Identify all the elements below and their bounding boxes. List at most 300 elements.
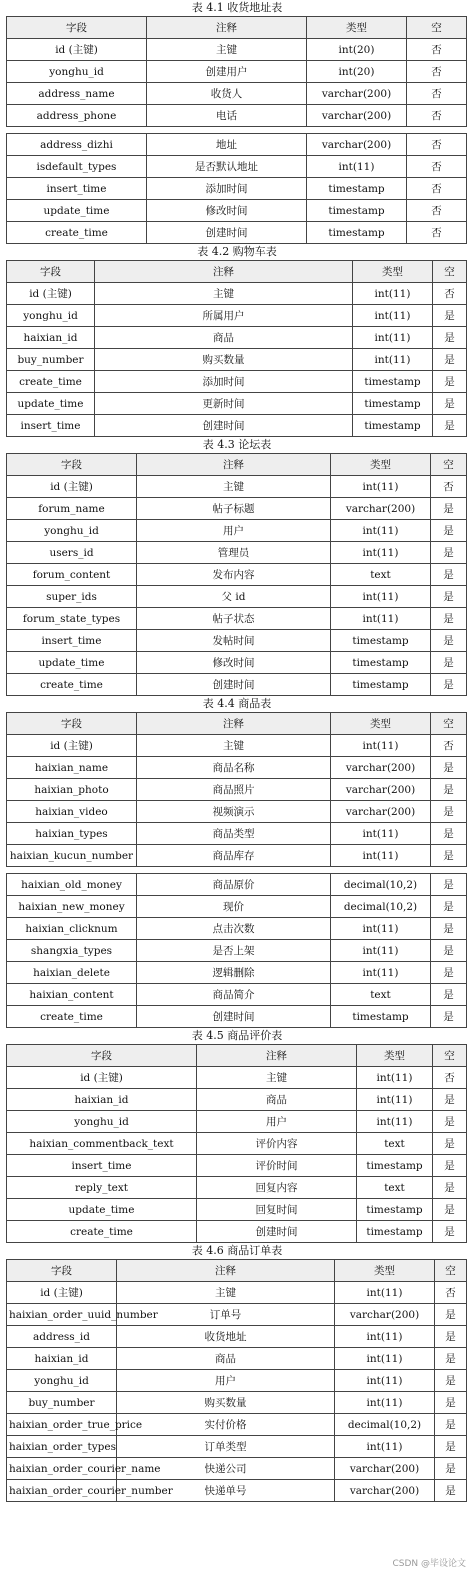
cell-type: int(11)	[331, 476, 431, 498]
cell-type: int(20)	[307, 61, 407, 83]
table-row	[7, 393, 467, 415]
table-row	[7, 1370, 467, 1392]
cell-comment: 主键	[197, 1067, 357, 1089]
cell-field: id (主键)	[7, 283, 95, 305]
cell-type: int(11)	[331, 823, 431, 845]
table-row	[7, 586, 467, 608]
cell-type: int(11)	[357, 1067, 433, 1089]
cell-type: decimal(10,2)	[335, 1414, 435, 1436]
cell-field: buy_number	[7, 1392, 117, 1414]
cell-type: int(11)	[335, 1370, 435, 1392]
cell-type: varchar(200)	[307, 134, 407, 156]
table-row	[7, 349, 467, 371]
cell-field: haixian_id	[7, 327, 95, 349]
table-row	[7, 1133, 467, 1155]
header-comment: 注释	[95, 261, 353, 283]
header-nullable: 空	[431, 713, 467, 735]
cell-type: int(11)	[331, 735, 431, 757]
cell-comment: 评价时间	[197, 1155, 357, 1177]
cell-comment: 视频演示	[137, 801, 331, 823]
cell-type: timestamp	[357, 1221, 433, 1243]
table-row	[7, 371, 467, 393]
table-row	[7, 1006, 467, 1028]
cell-field: address_name	[7, 83, 147, 105]
schema-table	[6, 16, 467, 127]
cell-type: int(11)	[331, 962, 431, 984]
cell-field: buy_number	[7, 349, 95, 371]
cell-comment: 所属用户	[95, 305, 353, 327]
table-row	[7, 564, 467, 586]
table-row	[7, 823, 467, 845]
cell-nullable: 否	[433, 283, 467, 305]
cell-comment: 现价	[137, 896, 331, 918]
cell-type: timestamp	[357, 1155, 433, 1177]
cell-nullable: 是	[431, 608, 467, 630]
cell-comment: 商品名称	[137, 757, 331, 779]
cell-type: int(11)	[331, 542, 431, 564]
cell-type: timestamp	[331, 652, 431, 674]
watermark: CSDN @毕设论文	[392, 1559, 466, 1569]
cell-nullable: 是	[435, 1304, 467, 1326]
cell-field: haixian_order_courier_number	[7, 1480, 117, 1502]
cell-comment: 父 id	[137, 586, 331, 608]
table-row	[7, 542, 467, 564]
cell-type: int(11)	[335, 1436, 435, 1458]
table-row	[7, 1458, 467, 1480]
cell-type: int(11)	[331, 608, 431, 630]
cell-field: haixian_commentback_text	[7, 1133, 197, 1155]
cell-type: int(11)	[353, 349, 433, 371]
cell-nullable: 是	[433, 1221, 467, 1243]
cell-nullable: 是	[431, 918, 467, 940]
cell-nullable: 是	[433, 1133, 467, 1155]
table-row	[7, 1326, 467, 1348]
cell-type: int(11)	[331, 918, 431, 940]
cell-comment: 创建时间	[137, 674, 331, 696]
header-field: 字段	[7, 17, 147, 39]
header-type: 类型	[331, 713, 431, 735]
cell-field: haixian_order_courier_name	[7, 1458, 117, 1480]
table-row	[7, 918, 467, 940]
table-row	[7, 874, 467, 896]
cell-field: users_id	[7, 542, 137, 564]
header-comment: 注释	[137, 713, 331, 735]
table-row	[7, 845, 467, 867]
cell-nullable: 是	[431, 940, 467, 962]
table-caption: 表 4.2 购物车表	[197, 245, 277, 258]
cell-type: timestamp	[331, 674, 431, 696]
table-row	[7, 222, 467, 244]
header-nullable: 空	[433, 1045, 467, 1067]
cell-type: int(11)	[353, 283, 433, 305]
cell-nullable: 是	[435, 1326, 467, 1348]
cell-type: int(11)	[331, 940, 431, 962]
table-row	[7, 200, 467, 222]
header-type: 类型	[307, 17, 407, 39]
cell-type: int(11)	[331, 586, 431, 608]
cell-nullable: 是	[433, 393, 467, 415]
cell-comment: 订单号	[117, 1304, 335, 1326]
cell-comment: 帖子标题	[137, 498, 331, 520]
header-nullable: 空	[435, 1260, 467, 1282]
header-comment: 注释	[137, 454, 331, 476]
cell-comment: 订单类型	[117, 1436, 335, 1458]
cell-field: create_time	[7, 371, 95, 393]
header-field: 字段	[7, 713, 137, 735]
cell-field: id (主键)	[7, 735, 137, 757]
cell-type: text	[357, 1133, 433, 1155]
schema-table	[6, 453, 467, 696]
cell-nullable: 是	[433, 1155, 467, 1177]
cell-nullable: 是	[431, 845, 467, 867]
table-row	[7, 156, 467, 178]
table-row	[7, 498, 467, 520]
header-nullable: 空	[433, 261, 467, 283]
cell-type: varchar(200)	[331, 779, 431, 801]
cell-field: haixian_order_true_price	[7, 1414, 117, 1436]
header-type: 类型	[331, 454, 431, 476]
cell-comment: 帖子状态	[137, 608, 331, 630]
table-row	[7, 1177, 467, 1199]
header-type: 类型	[353, 261, 433, 283]
cell-field: haixian_clicknum	[7, 918, 137, 940]
cell-type: int(11)	[331, 520, 431, 542]
cell-type: varchar(200)	[307, 105, 407, 127]
cell-field: yonghu_id	[7, 305, 95, 327]
cell-comment: 商品	[197, 1089, 357, 1111]
cell-field: isdefault_types	[7, 156, 147, 178]
cell-nullable: 否	[431, 735, 467, 757]
cell-type: text	[331, 984, 431, 1006]
cell-type: timestamp	[353, 415, 433, 437]
cell-field: haixian_photo	[7, 779, 137, 801]
cell-field: forum_name	[7, 498, 137, 520]
cell-nullable: 是	[431, 1006, 467, 1028]
cell-type: int(11)	[335, 1392, 435, 1414]
table-row	[7, 415, 467, 437]
cell-nullable: 是	[431, 801, 467, 823]
table-row	[7, 1111, 467, 1133]
cell-nullable: 是	[431, 586, 467, 608]
schema-table	[6, 260, 467, 437]
cell-type: int(11)	[331, 845, 431, 867]
table-row	[7, 305, 467, 327]
cell-nullable: 是	[435, 1392, 467, 1414]
schema-table	[6, 873, 467, 1028]
cell-field: insert_time	[7, 178, 147, 200]
table-caption: 表 4.1 收货地址表	[191, 1, 283, 14]
cell-field: id (主键)	[7, 476, 137, 498]
cell-field: yonghu_id	[7, 1111, 197, 1133]
table-row	[7, 940, 467, 962]
cell-nullable: 否	[431, 476, 467, 498]
cell-comment: 创建时间	[95, 415, 353, 437]
table-row	[7, 1348, 467, 1370]
cell-comment: 用户	[197, 1111, 357, 1133]
cell-field: create_time	[7, 1221, 197, 1243]
cell-comment: 主键	[95, 283, 353, 305]
table-row	[7, 476, 467, 498]
table-row	[7, 896, 467, 918]
cell-field: haixian_id	[7, 1348, 117, 1370]
table-row	[7, 134, 467, 156]
cell-type: int(11)	[307, 156, 407, 178]
cell-nullable: 是	[431, 652, 467, 674]
table-header-row	[7, 261, 467, 283]
cell-comment: 主键	[117, 1282, 335, 1304]
cell-type: varchar(200)	[331, 757, 431, 779]
table-row	[7, 178, 467, 200]
cell-nullable: 否	[407, 83, 467, 105]
cell-comment: 电话	[147, 105, 307, 127]
cell-field: yonghu_id	[7, 520, 137, 542]
table-header-row	[7, 713, 467, 735]
cell-comment: 创建用户	[147, 61, 307, 83]
cell-nullable: 是	[435, 1348, 467, 1370]
cell-nullable: 是	[431, 520, 467, 542]
cell-field: haixian_name	[7, 757, 137, 779]
cell-field: insert_time	[7, 630, 137, 652]
cell-comment: 主键	[137, 735, 331, 757]
cell-type: text	[357, 1177, 433, 1199]
table-caption: 表 4.3 论坛表	[202, 438, 272, 451]
cell-nullable: 是	[431, 674, 467, 696]
header-field: 字段	[7, 1045, 197, 1067]
cell-nullable: 否	[407, 178, 467, 200]
cell-field: insert_time	[7, 1155, 197, 1177]
cell-field: haixian_kucun_number	[7, 845, 137, 867]
cell-field: haixian_content	[7, 984, 137, 1006]
cell-nullable: 是	[433, 1111, 467, 1133]
cell-type: int(11)	[335, 1348, 435, 1370]
table-caption: 表 4.5 商品评价表	[191, 1029, 283, 1042]
cell-comment: 回复时间	[197, 1199, 357, 1221]
cell-comment: 收货人	[147, 83, 307, 105]
header-field: 字段	[7, 454, 137, 476]
cell-comment: 是否默认地址	[147, 156, 307, 178]
cell-comment: 商品	[95, 327, 353, 349]
cell-comment: 商品照片	[137, 779, 331, 801]
cell-nullable: 是	[433, 415, 467, 437]
table-header-row	[7, 1045, 467, 1067]
schema-table	[6, 133, 467, 244]
cell-comment: 管理员	[137, 542, 331, 564]
cell-field: haixian_order_uuid_number	[7, 1304, 117, 1326]
cell-nullable: 是	[435, 1458, 467, 1480]
cell-nullable: 是	[433, 1177, 467, 1199]
cell-comment: 用户	[117, 1370, 335, 1392]
cell-comment: 创建时间	[147, 222, 307, 244]
cell-field: id (主键)	[7, 1067, 197, 1089]
table-row	[7, 1414, 467, 1436]
cell-field: id (主键)	[7, 39, 147, 61]
cell-comment: 主键	[137, 476, 331, 498]
cell-nullable: 否	[407, 39, 467, 61]
table-row	[7, 608, 467, 630]
cell-type: int(11)	[353, 305, 433, 327]
cell-nullable: 是	[435, 1480, 467, 1502]
cell-nullable: 否	[407, 105, 467, 127]
cell-nullable: 是	[431, 779, 467, 801]
cell-type: timestamp	[331, 1006, 431, 1028]
cell-nullable: 否	[407, 156, 467, 178]
cell-type: varchar(200)	[335, 1480, 435, 1502]
cell-field: forum_content	[7, 564, 137, 586]
table-row	[7, 1155, 467, 1177]
cell-field: forum_state_types	[7, 608, 137, 630]
cell-type: int(11)	[335, 1326, 435, 1348]
header-type: 类型	[357, 1045, 433, 1067]
header-nullable: 空	[407, 17, 467, 39]
header-field: 字段	[7, 1260, 117, 1282]
table-row	[7, 962, 467, 984]
cell-type: varchar(200)	[307, 83, 407, 105]
table-row	[7, 105, 467, 127]
table-row	[7, 1282, 467, 1304]
cell-type: timestamp	[331, 630, 431, 652]
cell-comment: 用户	[137, 520, 331, 542]
cell-field: create_time	[7, 222, 147, 244]
cell-type: varchar(200)	[331, 498, 431, 520]
cell-nullable: 是	[431, 564, 467, 586]
cell-type: decimal(10,2)	[331, 896, 431, 918]
cell-field: create_time	[7, 1006, 137, 1028]
cell-comment: 评价内容	[197, 1133, 357, 1155]
table-row	[7, 1392, 467, 1414]
cell-field: haixian_id	[7, 1089, 197, 1111]
table-row	[7, 652, 467, 674]
cell-field: yonghu_id	[7, 1370, 117, 1392]
cell-type: int(20)	[307, 39, 407, 61]
cell-comment: 商品简介	[137, 984, 331, 1006]
cell-comment: 快递公司	[117, 1458, 335, 1480]
cell-nullable: 是	[431, 962, 467, 984]
table-row	[7, 674, 467, 696]
cell-comment: 添加时间	[95, 371, 353, 393]
table-row	[7, 520, 467, 542]
cell-field: yonghu_id	[7, 61, 147, 83]
table-row	[7, 1304, 467, 1326]
cell-nullable: 是	[435, 1414, 467, 1436]
cell-type: int(11)	[353, 327, 433, 349]
cell-field: haixian_delete	[7, 962, 137, 984]
cell-comment: 商品类型	[137, 823, 331, 845]
cell-type: timestamp	[307, 178, 407, 200]
cell-comment: 收货地址	[117, 1326, 335, 1348]
cell-comment: 更新时间	[95, 393, 353, 415]
cell-field: haixian_new_money	[7, 896, 137, 918]
cell-field: create_time	[7, 674, 137, 696]
cell-field: haixian_types	[7, 823, 137, 845]
cell-field: reply_text	[7, 1177, 197, 1199]
cell-field: super_ids	[7, 586, 137, 608]
cell-field: insert_time	[7, 415, 95, 437]
cell-comment: 发帖时间	[137, 630, 331, 652]
table-row	[7, 83, 467, 105]
table-row	[7, 801, 467, 823]
cell-nullable: 是	[435, 1436, 467, 1458]
table-row	[7, 1436, 467, 1458]
cell-comment: 实付价格	[117, 1414, 335, 1436]
cell-nullable: 是	[431, 757, 467, 779]
header-comment: 注释	[117, 1260, 335, 1282]
table-caption: 表 4.6 商品订单表	[191, 1244, 283, 1257]
cell-nullable: 是	[433, 371, 467, 393]
cell-comment: 创建时间	[197, 1221, 357, 1243]
cell-nullable: 否	[433, 1067, 467, 1089]
cell-nullable: 否	[407, 61, 467, 83]
schema-table	[6, 712, 467, 867]
cell-comment: 主键	[147, 39, 307, 61]
cell-comment: 修改时间	[137, 652, 331, 674]
table-row	[7, 327, 467, 349]
cell-comment: 添加时间	[147, 178, 307, 200]
cell-nullable: 是	[435, 1370, 467, 1392]
cell-field: update_time	[7, 652, 137, 674]
cell-nullable: 否	[435, 1282, 467, 1304]
cell-type: decimal(10,2)	[331, 874, 431, 896]
cell-field: update_time	[7, 200, 147, 222]
cell-nullable: 是	[431, 542, 467, 564]
table-header-row	[7, 17, 467, 39]
table-header-row	[7, 454, 467, 476]
cell-nullable: 是	[431, 984, 467, 1006]
cell-field: haixian_old_money	[7, 874, 137, 896]
cell-comment: 创建时间	[137, 1006, 331, 1028]
cell-comment: 商品	[117, 1348, 335, 1370]
cell-nullable: 是	[433, 305, 467, 327]
cell-nullable: 是	[431, 874, 467, 896]
cell-nullable: 是	[433, 1089, 467, 1111]
cell-nullable: 是	[431, 498, 467, 520]
table-row	[7, 39, 467, 61]
cell-nullable: 是	[431, 896, 467, 918]
cell-comment: 修改时间	[147, 200, 307, 222]
cell-nullable: 是	[431, 823, 467, 845]
table-row	[7, 1221, 467, 1243]
table-row	[7, 757, 467, 779]
cell-field: shangxia_types	[7, 940, 137, 962]
header-comment: 注释	[147, 17, 307, 39]
cell-type: timestamp	[307, 200, 407, 222]
table-row	[7, 1199, 467, 1221]
table-row	[7, 984, 467, 1006]
cell-type: timestamp	[353, 393, 433, 415]
cell-type: int(11)	[357, 1111, 433, 1133]
cell-type: timestamp	[353, 371, 433, 393]
table-header-row	[7, 1260, 467, 1282]
cell-type: varchar(200)	[335, 1458, 435, 1480]
header-type: 类型	[335, 1260, 435, 1282]
cell-nullable: 否	[407, 200, 467, 222]
cell-nullable: 是	[431, 630, 467, 652]
cell-comment: 购买数量	[95, 349, 353, 371]
cell-field: update_time	[7, 393, 95, 415]
header-nullable: 空	[431, 454, 467, 476]
cell-nullable: 否	[407, 134, 467, 156]
cell-field: update_time	[7, 1199, 197, 1221]
cell-type: timestamp	[307, 222, 407, 244]
cell-comment: 商品库存	[137, 845, 331, 867]
cell-comment: 快递单号	[117, 1480, 335, 1502]
cell-comment: 逻辑删除	[137, 962, 331, 984]
cell-type: varchar(200)	[335, 1304, 435, 1326]
cell-nullable: 否	[407, 222, 467, 244]
cell-comment: 回复内容	[197, 1177, 357, 1199]
table-row	[7, 735, 467, 757]
cell-comment: 发布内容	[137, 564, 331, 586]
cell-field: haixian_order_types	[7, 1436, 117, 1458]
